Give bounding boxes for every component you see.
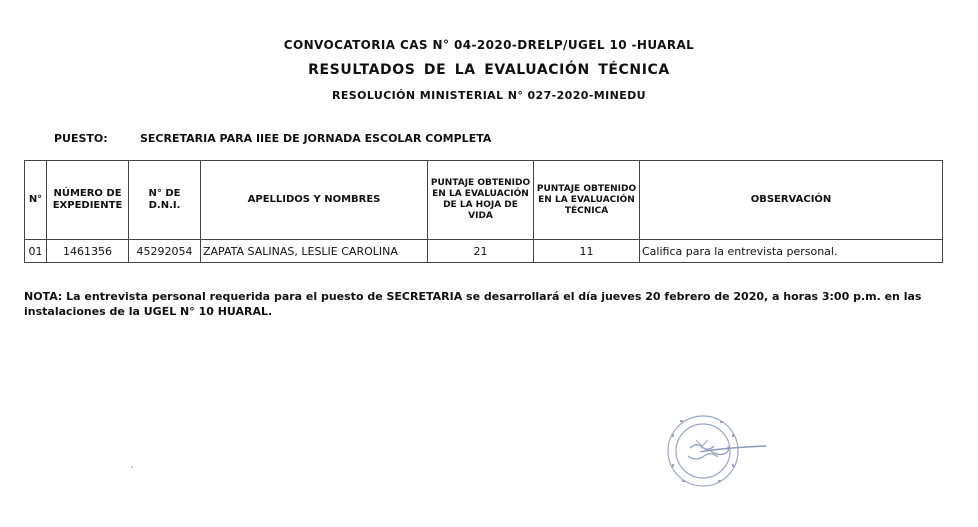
- table-row: [25, 240, 943, 263]
- col-header-expediente: NÚMERO DE EXPEDIENTE: [47, 161, 129, 240]
- resolution-subtitle: RESOLUCIÓN MINISTERIAL N° 027-2020-MINEDU: [331, 89, 647, 102]
- convocatoria-title: CONVOCATORIA CAS N° 04-2020-DRELP/UGEL 10 -HUARAL: [283, 38, 695, 52]
- col-header-dni: N° DE D.N.I.: [129, 161, 201, 240]
- puesto-line: [54, 132, 491, 145]
- official-seal-stamp: [660, 412, 770, 488]
- col-header-n: N°: [25, 161, 47, 240]
- cell-puntaje-evaluacion-tecnica: 11: [534, 240, 640, 263]
- puesto-label: PUESTO:: [54, 132, 108, 145]
- cell-dni: 45292054: [129, 240, 201, 263]
- scan-speck: [131, 466, 133, 468]
- cell-puntaje-hoja-de-vida: 21: [428, 240, 534, 263]
- cell-observacion: Califica para la entrevista personal.: [640, 240, 943, 263]
- puesto-value: SECRETARIA PARA IIEE DE JORNADA ESCOLAR COMPLETA: [140, 132, 492, 145]
- cell-expediente: 1461356: [47, 240, 129, 263]
- results-title: RESULTADOS DE LA EVALUACIÓN TÉCNICA: [308, 62, 670, 78]
- nota-paragraph: NOTA: La entrevista personal requerida para el puesto de SECRETARIA se desarrollará el día jueves 20 febrero de 2020, a horas 3:00 p.m. en las instalaciones de la UGEL N° 10 HUARAL.: [24, 290, 922, 318]
- col-header-nombres: APELLIDOS Y NOMBRES: [201, 161, 428, 240]
- col-header-puntaje-evaluacion-tecnica: PUNTAJE OBTENIDO EN LA EVALUACIÓN TÉCNICA: [534, 161, 640, 240]
- table-header-row: [25, 161, 943, 240]
- col-header-puntaje-hoja-de-vida: PUNTAJE OBTENIDO EN LA EVALUACIÓN DE LA HOJA DE VIDA: [428, 161, 534, 240]
- cell-n: 01: [25, 240, 47, 263]
- cell-nombre: ZAPATA SALINAS, LESLIE CAROLINA: [201, 240, 428, 263]
- results-table: [24, 160, 943, 263]
- col-header-observacion: OBSERVACIÓN: [640, 161, 943, 240]
